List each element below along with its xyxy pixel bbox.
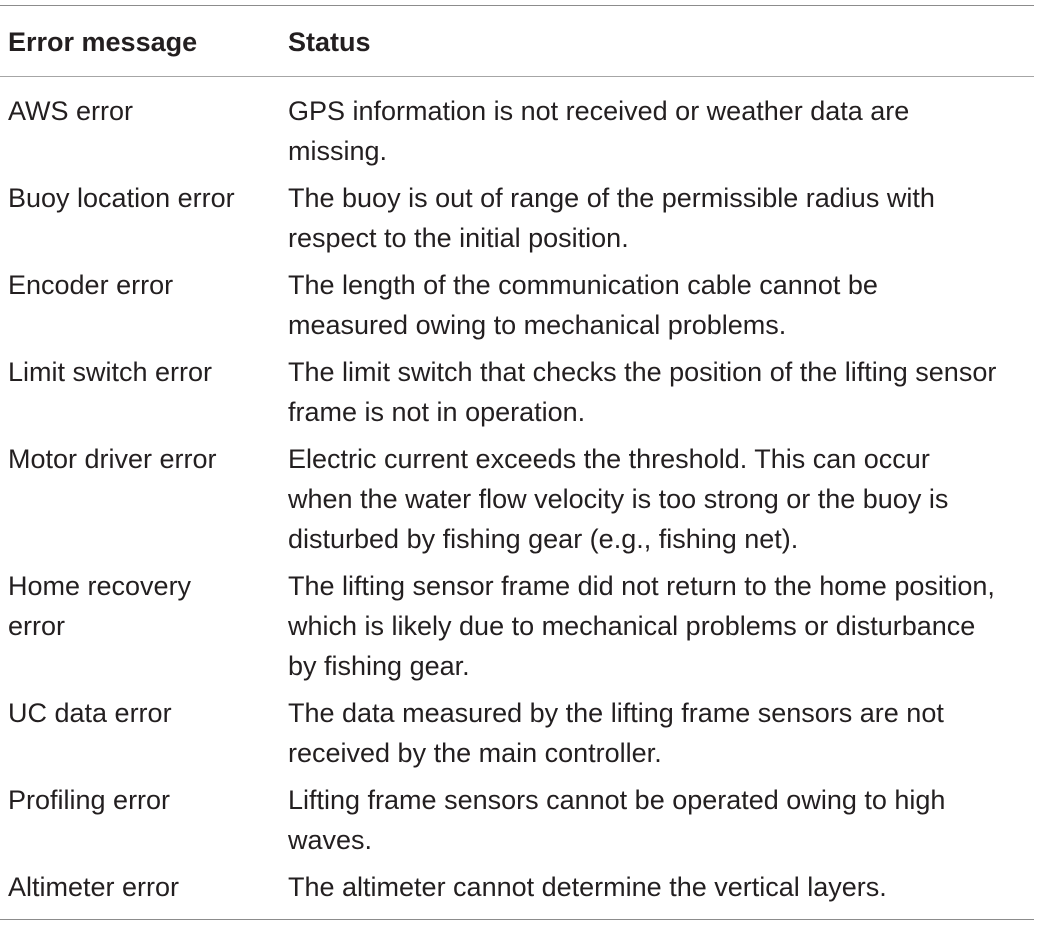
table-row xyxy=(0,91,1040,171)
table-top-rule xyxy=(0,5,1034,6)
status-cell xyxy=(288,91,1040,171)
status-line: The buoy is out of range of the permissible radius with xyxy=(288,183,935,213)
error-text: Motor driver error xyxy=(8,444,217,474)
header-error-message: Error message xyxy=(8,27,198,57)
status-cell xyxy=(288,867,1040,907)
status-cell xyxy=(288,178,1040,258)
error-cell xyxy=(8,265,278,305)
status-line: GPS information is not received or weather data are xyxy=(288,96,910,126)
status-line: measured owing to mechanical problems. xyxy=(288,310,787,340)
table-bottom-rule xyxy=(0,919,1034,920)
status-line: which is likely due to mechanical problems or disturbance xyxy=(288,611,976,641)
error-cell xyxy=(8,91,278,131)
error-text: AWS error xyxy=(8,96,134,126)
error-text: UC data error xyxy=(8,698,172,728)
table-row xyxy=(0,352,1040,432)
status-line: The data measured by the lifting frame sensors are not xyxy=(288,698,944,728)
status-cell xyxy=(288,352,1040,432)
error-text: Encoder error xyxy=(8,270,174,300)
error-cell xyxy=(8,780,278,820)
table-row xyxy=(0,178,1040,258)
table-body xyxy=(0,91,1040,914)
table-row xyxy=(0,693,1040,773)
status-line: missing. xyxy=(288,136,388,166)
status-line: by fishing gear. xyxy=(288,651,470,681)
error-cell xyxy=(8,352,278,392)
table-row xyxy=(0,867,1040,907)
status-cell xyxy=(288,693,1040,773)
header-status: Status xyxy=(288,27,371,57)
status-cell xyxy=(288,265,1040,345)
table-header-rule xyxy=(0,76,1034,77)
status-line: Lifting frame sensors cannot be operated owing to high xyxy=(288,785,946,815)
status-line: Electric current exceeds the threshold. This can occur xyxy=(288,444,930,474)
status-cell xyxy=(288,566,1040,686)
status-line: frame is not in operation. xyxy=(288,397,586,427)
status-cell xyxy=(288,439,1040,559)
error-cell xyxy=(8,178,278,218)
table-row xyxy=(0,780,1040,860)
status-line: respect to the initial position. xyxy=(288,223,629,253)
status-line: disturbed by fishing gear (e.g., fishing net). xyxy=(288,524,799,554)
error-text-line: Home recovery xyxy=(8,571,192,601)
status-line: The length of the communication cable cannot be xyxy=(288,270,878,300)
status-cell xyxy=(288,780,1040,860)
error-text: Altimeter error xyxy=(8,872,180,902)
status-line: when the water flow velocity is too strong or the buoy is xyxy=(288,484,949,514)
error-text-line: error xyxy=(8,611,66,641)
table-row xyxy=(0,265,1040,345)
table-header xyxy=(0,22,1034,62)
status-line: received by the main controller. xyxy=(288,738,662,768)
error-text: Buoy location error xyxy=(8,183,235,213)
table-row xyxy=(0,439,1040,559)
error-cell xyxy=(8,439,278,479)
status-line: waves. xyxy=(288,825,373,855)
error-cell xyxy=(8,566,278,646)
error-cell xyxy=(8,867,278,907)
error-text: Limit switch error xyxy=(8,357,213,387)
status-line: The lifting sensor frame did not return to the home position, xyxy=(288,571,995,601)
error-text: Profiling error xyxy=(8,785,171,815)
status-line: The altimeter cannot determine the vertical layers. xyxy=(288,872,887,902)
table-row xyxy=(0,566,1040,686)
status-line: The limit switch that checks the position of the lifting sensor xyxy=(288,357,997,387)
error-cell xyxy=(8,693,278,733)
